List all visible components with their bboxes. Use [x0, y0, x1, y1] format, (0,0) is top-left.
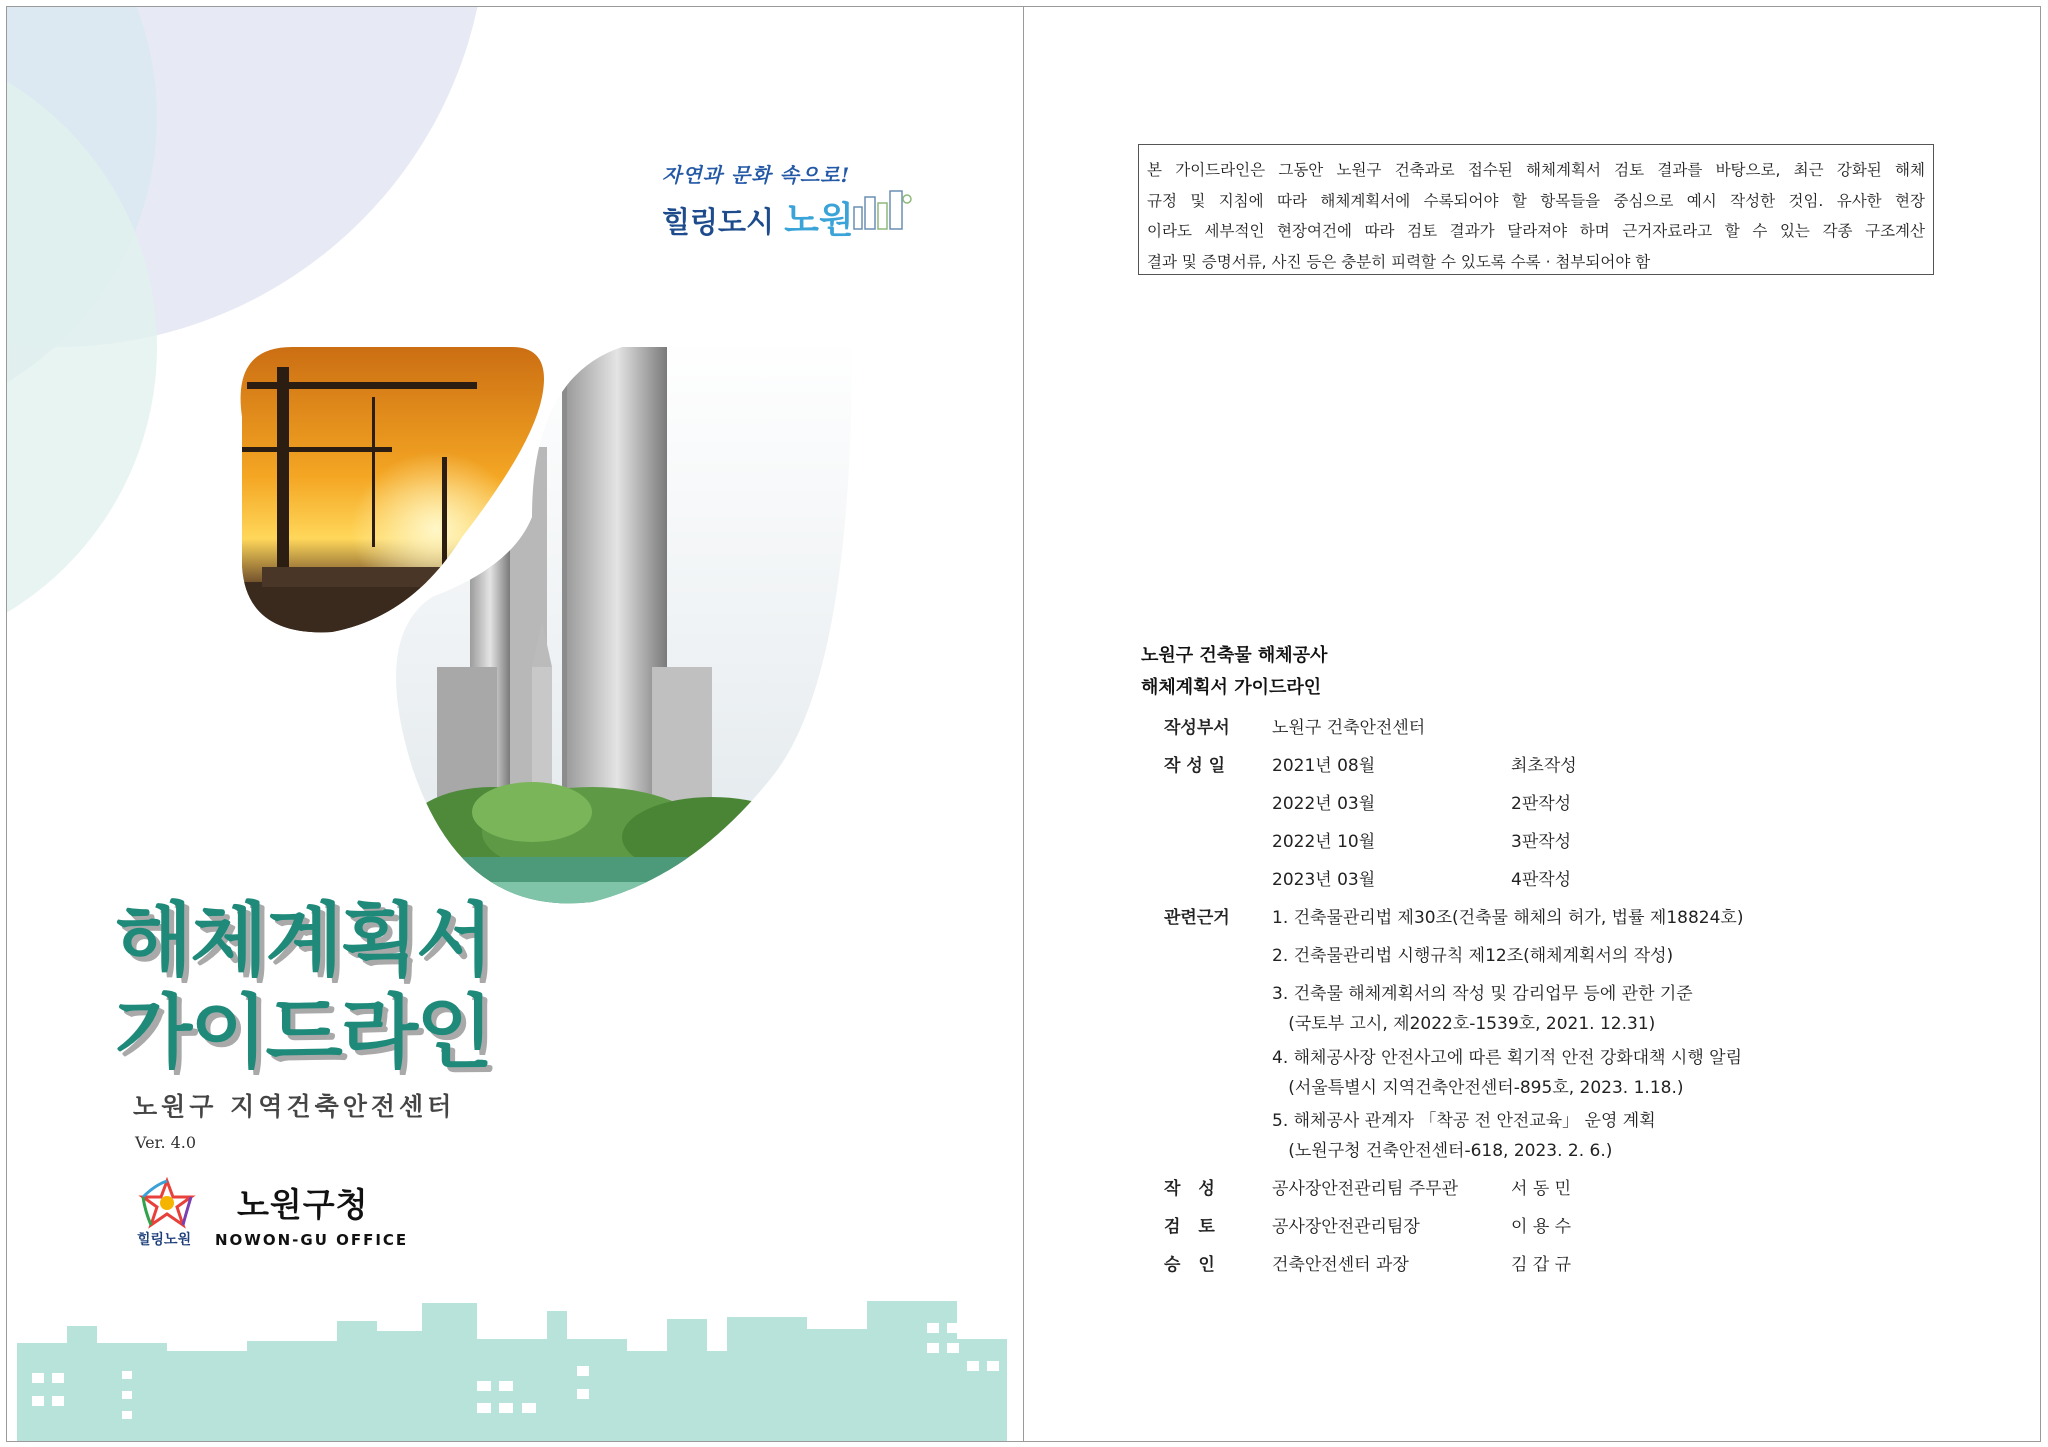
cover-photo-collage — [232, 337, 872, 941]
logo-tagline: 힐링노원 — [137, 1232, 192, 1248]
cover-title-line1: 해체계획서 — [115, 894, 492, 987]
date-label: 작 성 일 — [1164, 756, 1226, 776]
date-value: 2023년 03월 — [1272, 870, 1376, 890]
basis-item: 4. 해체공사장 안전사고에 따른 획기적 안전 강화대책 시행 알림 — [1272, 1048, 1742, 1068]
construction-city-photo — [232, 337, 872, 937]
cover-title-line2: 가이드라인 — [115, 986, 492, 1079]
intro-line: 본 가이드라인은 그동안 노원구 건축과로 접수된 해체계획서 검토 결과를 바탕으로, 최근 강화된 해체 — [1147, 161, 1925, 179]
reviewer-name: 이 용 수 — [1511, 1217, 1572, 1237]
reviewer-label: 검토 — [1164, 1217, 1233, 1237]
basis-item: 3. 건축물 해체계획서의 작성 및 감리업무 등에 관한 기준 — [1272, 984, 1693, 1004]
cover-page — [6, 6, 1024, 1442]
date-value: 2022년 03월 — [1272, 794, 1376, 814]
skyline-illustration — [7, 1281, 1024, 1441]
date-note: 최초작성 — [1511, 756, 1577, 776]
intro-line: 결과 및 증명서류, 사진 등은 충분히 피력할 수 있도록 수록 · 첨부되어야 함 — [1147, 252, 1651, 271]
intro-notice-box — [1138, 144, 1934, 275]
date-note: 3판작성 — [1511, 832, 1572, 852]
date-value: 2022년 10월 — [1272, 832, 1376, 852]
slogan-line1: 자연과 문화 속으로! — [662, 163, 851, 187]
dept-value: 노원구 건축안전센터 — [1272, 718, 1426, 738]
approver-name: 김 갑 규 — [1511, 1255, 1572, 1275]
city-buildings-icon — [852, 187, 912, 231]
date-note: 4판작성 — [1511, 870, 1572, 890]
logo-english: NOWON-GU OFFICE — [215, 1231, 409, 1249]
document-title — [1141, 640, 1327, 704]
version-label: Ver. 4.0 — [135, 1133, 197, 1152]
document-title-line1: 노원구 건축물 해체공사 — [1141, 645, 1328, 666]
basis-item: 5. 해체공사 관계자 「착공 전 안전교육」 운영 계획 — [1272, 1111, 1656, 1131]
document-title-line2: 해체계획서 가이드라인 — [1141, 677, 1322, 698]
basis-item: 2. 건축물관리법 시행규칙 제12조(해체계획서의 작성) — [1272, 946, 1674, 966]
date-note: 2판작성 — [1511, 794, 1572, 814]
date-value: 2021년 08월 — [1272, 756, 1376, 776]
info-page — [1023, 6, 2041, 1442]
author-role: 공사장안전관리팀 주무관 — [1272, 1179, 1459, 1199]
intro-line: 규정 및 지침에 따라 해체계획서에 수록되어야 할 항목들을 중심으로 예시 작성한 것임. 유사한 현장 — [1147, 191, 1925, 210]
basis-label: 관련근거 — [1164, 908, 1230, 928]
cover-subtitle: 노원구 지역건축안전센터 — [133, 1092, 456, 1121]
intro-line: 이라도 세부적인 현장여건에 따라 검토 결과가 달라져야 하며 근거자료라고 할 수 있는 각종 구조계산 — [1147, 222, 1925, 240]
reviewer-role: 공사장안전관리팀장 — [1272, 1217, 1420, 1237]
approver-role: 건축안전센터 과장 — [1272, 1255, 1409, 1275]
author-name: 서 동 민 — [1511, 1179, 1572, 1199]
slogan-highlight: 노원 — [784, 200, 854, 241]
basis-item: (서울특별시 지역건축안전센터-895호, 2023. 1.18.) — [1272, 1078, 1684, 1098]
city-slogan — [662, 159, 902, 243]
approver-label: 승인 — [1164, 1255, 1233, 1275]
basis-item: (국토부 고시, 제2022호-1539호, 2021. 12.31) — [1272, 1014, 1656, 1034]
cover-title — [115, 895, 491, 1079]
dept-label: 작성부서 — [1164, 718, 1230, 738]
slogan-text: 힐링도시 — [662, 205, 785, 239]
nowon-emblem-icon — [135, 1177, 199, 1229]
basis-item: (노원구청 건축안전센터-618, 2023. 2. 6.) — [1272, 1141, 1613, 1161]
author-label: 작성 — [1164, 1179, 1233, 1199]
basis-item: 1. 건축물관리법 제30조(건축물 해체의 허가, 법률 제18824호) — [1272, 908, 1744, 928]
logo-name: 노원구청 — [237, 1185, 369, 1224]
